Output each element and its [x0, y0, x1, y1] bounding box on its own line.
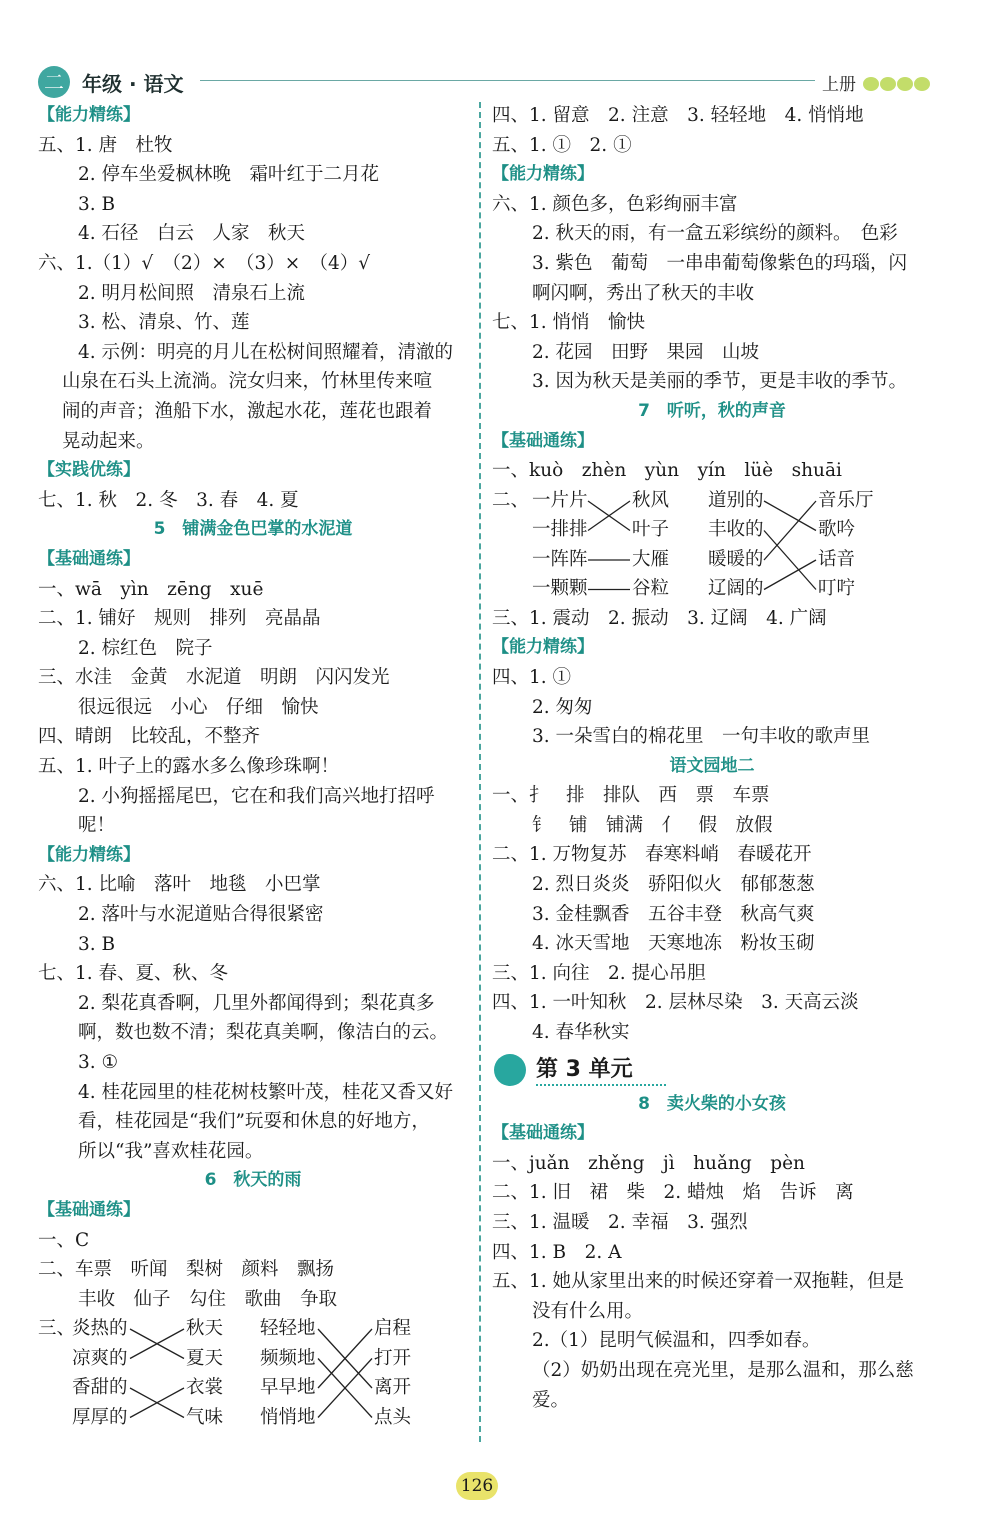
- match-line: [764, 530, 816, 589]
- answer-line: 二、1. 铺好 规则 排列 亮晶晶: [38, 608, 321, 630]
- match-line: [764, 501, 816, 531]
- answer-line: 一、juǎn zhěng jì huǎng pèn: [492, 1152, 805, 1174]
- section-tag: 【能力精练】: [492, 164, 594, 185]
- match-word: 歌吟: [818, 519, 856, 541]
- answer-line: 六、1.（1）√ （2）× （3）× （4）√: [38, 252, 371, 274]
- page-header: [30, 62, 980, 102]
- answer-line: 七、1. 秋 2. 冬 3. 春 4. 夏: [38, 489, 299, 511]
- answer-line: 3. 一朵雪白的棉花里 一句丰收的歌声里: [532, 726, 871, 748]
- right-column: [492, 101, 932, 1415]
- match-word: 频频地: [260, 1347, 316, 1369]
- answer-line: 三、1. 向往 2. 提心吊胆: [492, 962, 706, 984]
- question-number: 三、: [38, 1318, 76, 1340]
- lesson-title: 8 卖火柴的小女孩: [638, 1093, 786, 1114]
- section-tag: 【能力精练】: [492, 637, 594, 658]
- matching-exercise-left: [38, 1314, 468, 1432]
- answer-line: 二、1. 旧 裙 柴 2. 蜡烛 焰 告诉 离: [492, 1182, 854, 1204]
- match-word: 叮咛: [818, 578, 856, 600]
- answer-line: 2. 梨花真香啊，几里外都闻得到；梨花真多: [78, 992, 435, 1014]
- match-word: 秋天: [186, 1318, 224, 1340]
- match-word: 叶子: [632, 519, 670, 541]
- match-line: [764, 560, 816, 590]
- answer-line: 四、1. 一叶知秋 2. 层林尽染 3. 天高云淡: [492, 992, 859, 1014]
- match-word: 离开: [374, 1377, 412, 1399]
- question-number: 二、: [492, 489, 530, 511]
- match-word: 丰收的: [708, 519, 764, 541]
- match-word: 打开: [374, 1347, 412, 1369]
- grade-badge: 二: [38, 66, 70, 98]
- match-word: 秋风: [632, 489, 670, 511]
- answer-line: 闹的声音；渔船下水，激起水花，莲花也跟着: [62, 400, 433, 422]
- lesson-title: 7 听听，秋的声音: [638, 400, 786, 421]
- answer-line: 3. ①: [78, 1052, 119, 1073]
- unit-ball-icon: [494, 1054, 526, 1086]
- match-word: 辽阔的: [708, 578, 764, 600]
- answer-line: 3. 松、清泉、竹、莲: [78, 312, 250, 334]
- match-word: 厚厚的: [72, 1406, 128, 1428]
- match-word: 气味: [186, 1406, 224, 1428]
- answer-line: 四、1. 留意 2. 注意 3. 轻轻地 4. 悄悄地: [492, 105, 864, 126]
- answer-line: 五、1. 叶子上的露水多么像珍珠啊！: [38, 756, 340, 778]
- lesson-title: 5 铺满金色巴掌的水泥道: [153, 519, 353, 540]
- answer-line: 一、C: [38, 1229, 90, 1251]
- match-word: 一片片: [532, 489, 588, 511]
- answer-line: 2. 花园 田野 果园 山坡: [532, 341, 760, 363]
- match-word: 道别的: [708, 489, 764, 511]
- section-tag: 【基础通练】: [492, 430, 594, 451]
- answer-line: 三、1. 震动 2. 振动 3. 辽阔 4. 广阔: [492, 607, 827, 629]
- answer-line: 4. 示例：明亮的月儿在松树间照耀着，清澈的: [78, 341, 454, 363]
- answer-line: 2.（1）昆明气候温和，四季如春。: [532, 1330, 821, 1352]
- match-word: 一颗颗: [532, 578, 588, 600]
- answer-line: 五、1. ① 2. ①: [492, 134, 632, 156]
- answer-line: 三、水洼 金黄 水泥道 明朗 闪闪发光: [38, 667, 390, 689]
- match-word: 暖暖的: [708, 548, 764, 570]
- unit-heading: [492, 1048, 932, 1090]
- match-word: 一排排: [532, 519, 588, 541]
- answer-line: 2. 烈日炎炎 骄阳似火 郁郁葱葱: [532, 874, 815, 896]
- answer-line: 2. 落叶与水泥道贴合得很紧密: [78, 904, 324, 926]
- answer-line: 2. 秋天的雨，有一盒五彩缤纷的颜料。 色彩: [532, 223, 898, 245]
- lesson-title: 6 秋天的雨: [204, 1170, 302, 1191]
- answer-line: 五、1. 她从家里出来的时候还穿着一双拖鞋，但是: [492, 1271, 905, 1293]
- answer-line: 4. 春华秋实: [532, 1022, 630, 1044]
- answer-line: 3. 金桂飘香 五谷丰登 秋高气爽: [532, 903, 815, 925]
- section-tag: 【实践优练】: [38, 460, 140, 481]
- section-tag: 【能力精练】: [38, 105, 140, 125]
- answer-line: 4. 桂花园里的桂花树枝繁叶茂，桂花又香又好: [78, 1081, 454, 1103]
- answer-line: 呢！: [78, 815, 116, 837]
- answer-line: 3. B: [78, 193, 116, 215]
- match-word: 音乐厅: [818, 489, 874, 511]
- unit-underline: [536, 1084, 666, 1086]
- answer-line: 五、1. 唐 杜牧: [38, 134, 173, 156]
- answer-line: 3. 紫色 葡萄 一串串葡萄像紫色的玛瑙，闪: [532, 252, 908, 274]
- matching-exercise-right: [492, 486, 932, 604]
- answer-line: 三、1. 温暖 2. 幸福 3. 强烈: [492, 1212, 748, 1233]
- answer-line: 2. 小狗摇摇尾巴，它在和我们高兴地打招呼: [78, 785, 435, 807]
- match-word: 衣裳: [186, 1377, 224, 1399]
- answer-line: 一、wā yìn zēng xuē: [38, 578, 264, 600]
- header-title: 年级 · 语文: [82, 72, 184, 96]
- match-word: 点头: [374, 1406, 412, 1428]
- match-word: 早早地: [260, 1377, 316, 1399]
- match-word: 香甜的: [72, 1377, 128, 1399]
- answer-line: 很远很远 小心 仔细 愉快: [78, 696, 319, 718]
- answer-line: 2. 棕红色 院子: [78, 637, 213, 659]
- match-word: 夏天: [186, 1347, 224, 1369]
- match-word: 凉爽的: [72, 1347, 128, 1369]
- answer-line: 啊闪啊，秀出了秋天的丰收: [532, 282, 755, 304]
- match-word: 大雁: [632, 548, 670, 570]
- answer-line: 爱。: [532, 1389, 570, 1411]
- answer-line: 四、1. B 2. A: [492, 1241, 622, 1263]
- section-tag: 【基础通练】: [38, 1199, 140, 1220]
- section-tag: 【能力精练】: [38, 844, 140, 865]
- lesson-title: 语文园地二: [669, 755, 755, 776]
- answer-line: 3. B: [78, 933, 116, 955]
- decorative-dots: [863, 76, 931, 95]
- match-word: 炎热的: [72, 1318, 128, 1340]
- answer-line: 4. 冰天雪地 天寒地冻 粉妆玉砌: [532, 933, 815, 955]
- column-divider: [479, 102, 481, 1442]
- answer-line: 看，桂花园是“我们”玩耍和休息的好地方，: [78, 1111, 430, 1133]
- answer-line: 没有什么用。: [532, 1300, 644, 1322]
- match-word: 启程: [374, 1318, 412, 1340]
- answer-line: 2. 明月松间照 清泉石上流: [78, 282, 306, 304]
- answer-line: 山泉在石头上流淌。浣女归来，竹林里传来喧: [62, 371, 433, 393]
- answer-line: 丰收 仙子 勾住 歌曲 争取: [78, 1288, 338, 1310]
- answer-line: 一、kuò zhèn yùn yín lüè shuāi: [492, 460, 842, 482]
- answer-line: 七、1. 春、夏、秋、冬: [38, 963, 229, 985]
- answer-line: （2）奶奶出现在亮光里，是那么温和，那么慈: [532, 1359, 914, 1381]
- match-word: 悄悄地: [260, 1406, 316, 1428]
- page-number: 126: [456, 1472, 498, 1500]
- answer-line: 六、1. 颜色多，色彩绚丽丰富: [492, 193, 738, 215]
- answer-line: 钅 铺 铺满 亻 假 放假: [532, 814, 773, 836]
- answer-line: 啊，数也数不清；梨花真美啊，像洁白的云。: [78, 1022, 449, 1044]
- match-word: 话音: [818, 548, 856, 570]
- answer-line: 3. 因为秋天是美丽的季节，更是丰收的季节。: [532, 371, 908, 393]
- answer-line: 所以“我”喜欢桂花园。: [78, 1140, 264, 1162]
- header-rule: [200, 80, 815, 81]
- unit-title: 第 3 单元: [536, 1056, 633, 1082]
- answer-line: 二、车票 听闻 梨树 颜料 飘扬: [38, 1259, 335, 1281]
- section-tag: 【基础通练】: [38, 548, 140, 569]
- match-word: 一阵阵: [532, 548, 588, 570]
- answer-line: 一、扌 排 排队 西 票 车票: [492, 785, 770, 807]
- answer-line: 2. 匆匆: [532, 696, 593, 718]
- answer-line: 四、1. ①: [492, 666, 572, 688]
- answer-line: 4. 石径 白云 人家 秋天: [78, 223, 306, 245]
- match-line: [764, 501, 816, 560]
- match-word: 轻轻地: [260, 1318, 316, 1340]
- answer-line: 六、1. 比喻 落叶 地毯 小巴掌: [38, 874, 321, 896]
- match-word: 谷粒: [632, 578, 670, 600]
- answer-line: 二、1. 万物复苏 春寒料峭 春暖花开: [492, 844, 812, 866]
- answer-line: 四、晴朗 比较乱，不整齐: [38, 726, 261, 748]
- left-column: [38, 101, 468, 1432]
- section-tag: 【基础通练】: [492, 1123, 594, 1144]
- answer-line: 2. 停车坐爱枫林晚 霜叶红于二月花: [78, 164, 380, 186]
- answer-line: 晃动起来。: [62, 430, 155, 452]
- answer-line: 七、1. 悄悄 愉快: [492, 312, 646, 334]
- volume-label: 上册: [822, 75, 856, 95]
